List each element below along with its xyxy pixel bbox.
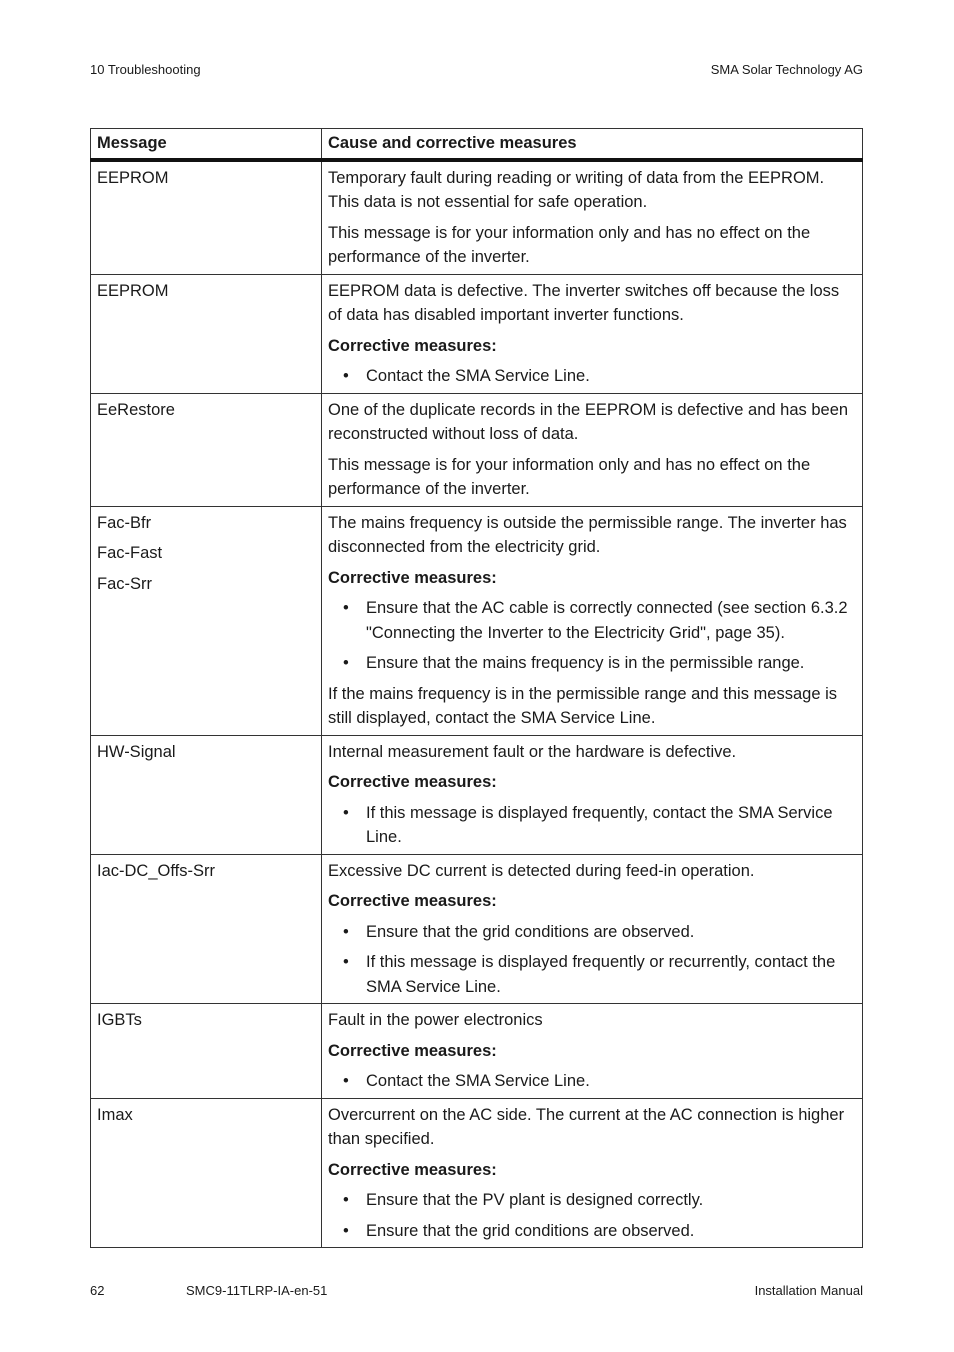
message-code: Iac-DC_Offs-Srr: [97, 861, 215, 880]
message-cell: [91, 1004, 322, 1099]
cause-text: Temporary fault during reading or writing of data from the EEPROM. This data is not essential for safe operation.: [328, 168, 825, 211]
cause-text: Internal measurement fault or the hardware is defective.: [328, 742, 737, 761]
running-header-section: 10 Troubleshooting: [90, 62, 201, 77]
cause-text: Overcurrent on the AC side. The current at the AC connection is higher than specified.: [328, 1105, 845, 1148]
message-cell: [91, 1098, 322, 1248]
cause-text: Excessive DC current is detected during feed-in operation.: [328, 861, 755, 880]
message-code: Fac-Srr: [97, 574, 152, 593]
message-code: IGBTs: [97, 1011, 142, 1029]
table-row: [91, 1004, 863, 1099]
message-cell: [91, 274, 322, 393]
message-code: EEPROM: [97, 281, 169, 300]
table-row: [91, 506, 863, 735]
corrective-list: [328, 801, 856, 850]
message-code: EeRestore: [97, 400, 175, 419]
message-cell: [91, 393, 322, 506]
corrective-measures-label: Corrective measures:: [328, 336, 497, 355]
troubleshooting-table: [90, 128, 863, 1248]
message-code: EEPROM: [97, 168, 169, 187]
message-cell: [91, 854, 322, 1004]
corrective-measures-label: Corrective measures:: [328, 568, 497, 587]
corrective-item: • Contact the SMA Service Line.: [328, 1069, 856, 1094]
corrective-measures-label: Corrective measures:: [328, 1041, 497, 1060]
cause-cell: [322, 393, 863, 506]
cause-cell: [322, 1098, 863, 1248]
cause-cell: [322, 1004, 863, 1099]
corrective-list: [328, 1188, 856, 1243]
column-header-message: Message: [91, 129, 322, 160]
corrective-item: • If this message is displayed frequently, contact the SMA Service Line.: [328, 801, 856, 850]
message-cell: [91, 160, 322, 275]
cause-note: If the mains frequency is in the permissible range and this message is still displayed, contact the SMA Service Line.: [328, 684, 838, 727]
cause-text: EEPROM data is defective. The inverter switches off because the loss of data has disabled important inverter functions.: [328, 281, 840, 324]
cause-cell: [322, 854, 863, 1004]
cause-cell: [322, 506, 863, 735]
cause-text: This message is for your information only and has no effect on the performance of the inverter.: [328, 223, 811, 266]
corrective-list: [328, 596, 856, 676]
running-header-company: SMA Solar Technology AG: [710, 62, 863, 77]
message-cell: [91, 735, 322, 854]
cause-text: Fault in the power electronics: [328, 1011, 543, 1029]
table-row: [91, 854, 863, 1004]
table-row: [91, 160, 863, 275]
corrective-measures-label: Corrective measures:: [328, 1160, 497, 1179]
corrective-item: • Ensure that the PV plant is designed correctly.: [328, 1188, 856, 1213]
corrective-list: [328, 1069, 856, 1094]
cause-text: One of the duplicate records in the EEPROM is defective and has been reconstructed without loss of data.: [328, 400, 849, 443]
table-row: [91, 1098, 863, 1248]
table-header-row: [91, 129, 863, 160]
table-row: [91, 274, 863, 393]
table-row: [91, 393, 863, 506]
cause-cell: [322, 274, 863, 393]
message-code: Imax: [97, 1105, 133, 1124]
column-header-cause: Cause and corrective measures: [322, 129, 863, 160]
corrective-list: [328, 364, 856, 389]
corrective-list: [328, 920, 856, 1000]
document-id: SMC9-11TLRP-IA-en-51: [186, 1283, 328, 1298]
cause-cell: [322, 160, 863, 275]
document-title: Installation Manual: [754, 1283, 863, 1298]
corrective-measures-label: Corrective measures:: [328, 892, 497, 910]
cause-cell: [322, 735, 863, 854]
message-code: Fac-Bfr: [97, 513, 152, 532]
corrective-item: • Ensure that the AC cable is correctly connected (see section 6.3.2 "Connecting the Inverter to the Electricity Grid", page 35).: [328, 596, 856, 645]
message-cell: [91, 506, 322, 735]
corrective-item: • Ensure that the grid conditions are observed.: [328, 1219, 856, 1244]
cause-text: The mains frequency is outside the permissible range. The inverter has disconnected from the electricity grid.: [328, 513, 847, 556]
page-number: 62: [90, 1283, 105, 1298]
corrective-measures-label: Corrective measures:: [328, 773, 497, 791]
corrective-item: • Ensure that the grid conditions are observed.: [328, 920, 856, 945]
message-code: Fac-Fast: [97, 544, 163, 562]
corrective-item: • Contact the SMA Service Line.: [328, 364, 856, 389]
corrective-item: • Ensure that the mains frequency is in the permissible range.: [328, 651, 856, 676]
table-row: [91, 735, 863, 854]
cause-text: This message is for your information only and has no effect on the performance of the inverter.: [328, 455, 811, 498]
message-code: HW-Signal: [97, 742, 176, 761]
corrective-item: • If this message is displayed frequently or recurrently, contact the SMA Service Line.: [328, 950, 856, 999]
